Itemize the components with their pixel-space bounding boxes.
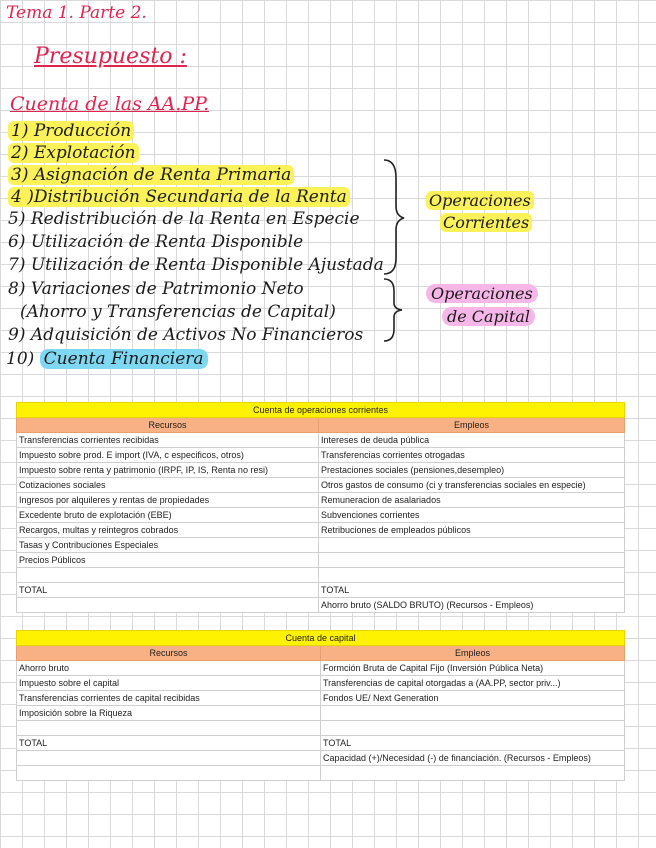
table-cell-left: Cotizaciones sociales xyxy=(17,478,319,493)
brace-icon xyxy=(378,158,408,276)
table-row xyxy=(17,598,625,613)
brace-icon xyxy=(378,277,408,343)
table-cell-left: TOTAL xyxy=(17,736,321,751)
table-cell-right: Capacidad (+)/Necesidad (-) de financiación. (Recursos - Empleos) xyxy=(321,751,625,766)
table-cell-left: Excedente bruto de explotación (EBE) xyxy=(17,508,319,523)
table-cell-right: Prestaciones sociales (pensiones,desempleo) xyxy=(319,463,625,478)
group-label-current xyxy=(440,213,532,232)
table-row xyxy=(17,676,625,691)
item-label: Cuenta Financiera xyxy=(40,349,208,369)
table-cell-left: Ingresos por alquileres y rentas de propiedades xyxy=(17,493,319,508)
table-cell-right xyxy=(319,568,625,583)
item-label: 2) Explotación xyxy=(8,143,139,163)
list-item xyxy=(6,349,208,369)
table-cell-left: Precios Públicos xyxy=(17,553,319,568)
item-label: 1) Producción xyxy=(8,121,134,141)
table-cell-left xyxy=(17,766,321,781)
table-row xyxy=(17,736,625,751)
table-row xyxy=(17,538,625,553)
list-item xyxy=(8,165,294,185)
table-row xyxy=(17,508,625,523)
table-title-row xyxy=(17,403,625,418)
table-row xyxy=(17,568,625,583)
table-cell-right: TOTAL xyxy=(321,736,625,751)
table-title: Cuenta de operaciones corrientes xyxy=(17,403,625,418)
list-item: 9) Adquisición de Activos No Financieros xyxy=(8,325,364,345)
table-row xyxy=(17,751,625,766)
col-header-resources: Recursos xyxy=(17,418,319,433)
table-cell-right: Remuneracion de asalariados xyxy=(319,493,625,508)
table-row xyxy=(17,583,625,598)
group-label-current xyxy=(426,191,534,210)
table-row xyxy=(17,721,625,736)
list-item: 7) Utilización de Renta Disponible Ajustada xyxy=(8,255,384,275)
col-header-resources: Recursos xyxy=(17,646,321,661)
table-cell-right: Subvenciones corrientes xyxy=(319,508,625,523)
table-row xyxy=(17,463,625,478)
table-cell-left xyxy=(17,598,319,613)
table-row xyxy=(17,691,625,706)
table-cell-left: Transferencias corrientes recibidas xyxy=(17,433,319,448)
table-cell-right: Otros gastos de consumo (ci y transferencias sociales en especie) xyxy=(319,478,625,493)
table-cell-right xyxy=(319,538,625,553)
item-number: 10) xyxy=(6,349,35,369)
table-row xyxy=(17,766,625,781)
topic-heading: Tema 1. Parte 2. xyxy=(6,3,147,23)
table-cell-left xyxy=(17,751,321,766)
list-item: 6) Utilización de Renta Disponible xyxy=(8,232,304,252)
table-cell-right: Fondos UE/ Next Generation xyxy=(321,691,625,706)
table-cell-right xyxy=(321,721,625,736)
table-cell-right: Retribuciones de empleados públicos xyxy=(319,523,625,538)
capital-account-table xyxy=(16,630,625,781)
table-cell-right: Transferencias de capital otorgadas a (AA.PP, sector priv...) xyxy=(321,676,625,691)
list-item: 5) Redistribución de la Renta en Especie xyxy=(8,209,360,229)
table-title-row xyxy=(17,631,625,646)
table-cell-right: Formción Bruta de Capital Fijo (Inversión Pública Neta) xyxy=(321,661,625,676)
group-label-capital xyxy=(442,307,535,326)
table-row xyxy=(17,448,625,463)
section-subtitle: Cuenta de las AA.PP. xyxy=(10,93,210,115)
table-cell-left: Recargos, multas y reintegros cobrados xyxy=(17,523,319,538)
table-cell-left: Tasas y Contribuciones Especiales xyxy=(17,538,319,553)
table-cell-right: Ahorro bruto (SALDO BRUTO) (Recursos - Empleos) xyxy=(319,598,625,613)
table-row xyxy=(17,706,625,721)
table-row xyxy=(17,661,625,676)
group-label-line: de Capital xyxy=(442,307,535,326)
group-label-capital xyxy=(426,284,538,303)
list-item-note: (Ahorro y Transferencias de Capital) xyxy=(20,302,336,322)
table-cell-right: TOTAL xyxy=(319,583,625,598)
table-cell-left: Impuesto sobre renta y patrimonio (IRPF, IP, IS, Renta no resi) xyxy=(17,463,319,478)
col-header-uses: Empleos xyxy=(321,646,625,661)
table-cell-left: TOTAL xyxy=(17,583,319,598)
list-item: 8) Variaciones de Patrimonio Neto xyxy=(8,279,304,299)
table-cell-left: Transferencias corrientes de capital recibidas xyxy=(17,691,321,706)
table-cell-right: Intereses de deuda pública xyxy=(319,433,625,448)
group-label-line: Operaciones xyxy=(426,191,534,210)
list-item xyxy=(8,143,139,163)
table-row xyxy=(17,478,625,493)
table-cell-left xyxy=(17,721,321,736)
table-title: Cuenta de capital xyxy=(17,631,625,646)
list-item xyxy=(8,187,350,207)
table-row xyxy=(17,553,625,568)
table-header-row xyxy=(17,418,625,433)
table-cell-right: Transferencias corrientes otrogadas xyxy=(319,448,625,463)
col-header-uses: Empleos xyxy=(319,418,625,433)
table-cell-left: Imposición sobre la Riqueza xyxy=(17,706,321,721)
table-header-row xyxy=(17,646,625,661)
table-row xyxy=(17,433,625,448)
item-label: 4 )Distribución Secundaria de la Renta xyxy=(8,187,350,207)
table-row xyxy=(17,493,625,508)
group-label-line: Operaciones xyxy=(426,284,538,303)
table-cell-left: Impuesto sobre prod. E import (IVA, c especificos, otros) xyxy=(17,448,319,463)
table-row xyxy=(17,523,625,538)
list-item xyxy=(8,121,134,141)
group-label-line: Corrientes xyxy=(440,213,532,232)
table-cell-left: Ahorro bruto xyxy=(17,661,321,676)
table-cell-right xyxy=(321,706,625,721)
item-label: 3) Asignación de Renta Primaria xyxy=(8,165,294,185)
table-cell-left xyxy=(17,568,319,583)
table-cell-left: Impuesto sobre el capital xyxy=(17,676,321,691)
table-cell-right xyxy=(319,553,625,568)
current-operations-table xyxy=(16,402,625,613)
page-title: Presupuesto : xyxy=(34,44,187,69)
table-cell-right xyxy=(321,766,625,781)
